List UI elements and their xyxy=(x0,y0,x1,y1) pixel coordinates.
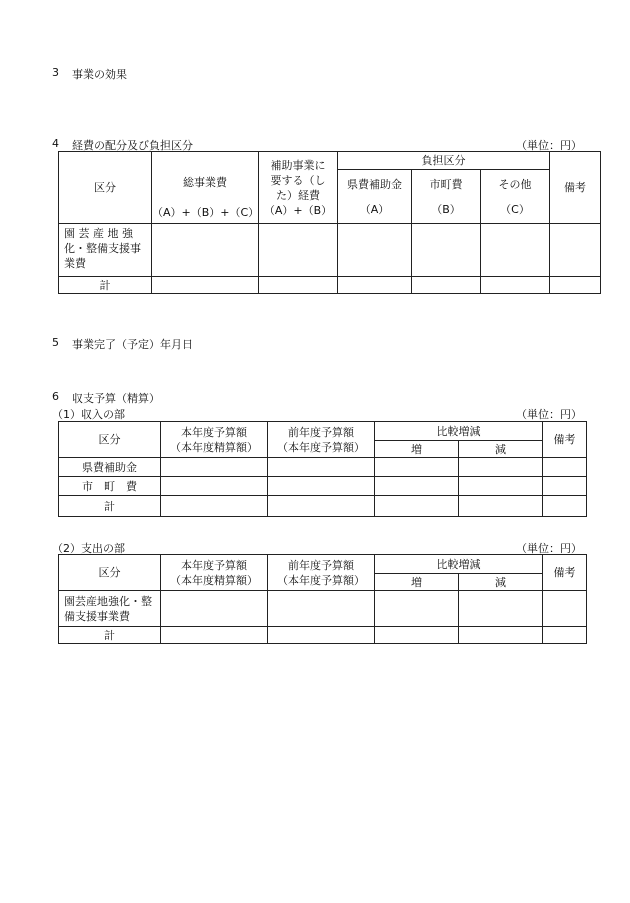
income-header-previous-line2: （本年度予算額） xyxy=(277,440,365,454)
expense-cell[interactable] xyxy=(268,627,375,644)
header-subsidy-line2: 要する（し xyxy=(270,173,326,187)
income-header-decrease: 減 xyxy=(459,441,543,458)
income-header-kubun: 区分 xyxy=(59,422,161,458)
cell-total-cost[interactable] xyxy=(152,224,259,277)
section-3-title: 事業の効果 xyxy=(72,68,127,81)
income-cell[interactable] xyxy=(161,477,268,496)
income-header-compare: 比較増減 xyxy=(375,422,543,441)
cell-total-municipal[interactable] xyxy=(412,277,481,294)
expense-cell[interactable] xyxy=(375,627,459,644)
expense-unit: （単位：円） xyxy=(516,542,582,555)
header-kubun: 区分 xyxy=(59,152,152,224)
expense-header-current xyxy=(161,555,268,591)
income-total-label: 計 xyxy=(59,496,161,517)
income-cell[interactable] xyxy=(161,458,268,477)
income-row-prefectural: 県費補助金 xyxy=(59,458,161,477)
income-cell[interactable] xyxy=(459,477,543,496)
section-4-number: 4 xyxy=(52,137,59,150)
cell-prefectural[interactable] xyxy=(338,224,412,277)
header-other-code: （C） xyxy=(500,202,530,216)
expense-cell[interactable] xyxy=(375,591,459,627)
income-cell[interactable] xyxy=(161,496,268,517)
expense-header-biko: 備考 xyxy=(543,555,587,591)
expense-header-previous xyxy=(268,555,375,591)
expense-header-decrease: 減 xyxy=(459,574,543,591)
expense-row-line1: 園芸産地強化・整 xyxy=(64,594,152,608)
header-municipal-code: （B） xyxy=(431,202,461,216)
income-header-current-line2: （本年度精算額） xyxy=(170,440,258,454)
income-cell[interactable] xyxy=(268,496,375,517)
income-cell[interactable] xyxy=(543,458,587,477)
cell-total-subsidy[interactable] xyxy=(259,277,338,294)
row-label-line2: 化・整備支援事 xyxy=(64,242,141,255)
expense-allocation-table xyxy=(58,151,601,294)
expense-cell[interactable] xyxy=(161,591,268,627)
income-cell[interactable] xyxy=(543,477,587,496)
expense-header-previous-line2: （本年度予算額） xyxy=(277,573,365,587)
expense-header-kubun: 区分 xyxy=(59,555,161,591)
expense-cell[interactable] xyxy=(543,627,587,644)
section-4-unit: （単位：円） xyxy=(516,139,582,152)
cell-total-total[interactable] xyxy=(152,277,259,294)
header-total-cost xyxy=(152,152,259,224)
expense-table xyxy=(58,554,587,644)
expense-header-current-line2: （本年度精算額） xyxy=(170,573,258,587)
income-header-previous xyxy=(268,422,375,458)
expense-row-line2: 備支援事業費 xyxy=(64,609,130,623)
header-burden: 負担区分 xyxy=(338,152,550,170)
income-header-current-line1: 本年度予算額 xyxy=(181,425,247,439)
row-label-project xyxy=(59,224,152,277)
income-cell[interactable] xyxy=(459,496,543,517)
income-cell[interactable] xyxy=(375,496,459,517)
income-header-current xyxy=(161,422,268,458)
income-cell[interactable] xyxy=(268,477,375,496)
income-cell[interactable] xyxy=(543,496,587,517)
header-municipal xyxy=(412,170,481,224)
expense-header-compare: 比較増減 xyxy=(375,555,543,574)
header-prefectural xyxy=(338,170,412,224)
header-other-label: その他 xyxy=(498,177,532,191)
header-prefectural-code: （A） xyxy=(359,202,390,216)
expense-row-project xyxy=(59,591,161,627)
income-unit: （単位：円） xyxy=(516,408,582,421)
income-cell[interactable] xyxy=(375,458,459,477)
header-biko: 備考 xyxy=(550,152,601,224)
section-5-title: 事業完了（予定）年月日 xyxy=(72,338,193,351)
expense-cell[interactable] xyxy=(268,591,375,627)
expense-header-previous-line1: 前年度予算額 xyxy=(288,558,354,572)
section-4-title: 経費の配分及び負担区分 xyxy=(72,139,193,152)
section-6-title: 収支予算（精算） xyxy=(72,392,160,405)
income-subtitle: （1）収入の部 xyxy=(52,408,125,421)
header-other xyxy=(481,170,550,224)
header-total-formula: （A）+（B）+（C） xyxy=(152,206,260,219)
header-subsidy-line1: 補助事業に xyxy=(270,158,326,172)
income-cell[interactable] xyxy=(268,458,375,477)
header-subsidy-formula: （A）+（B） xyxy=(263,203,333,217)
section-3-number: 3 xyxy=(52,66,59,79)
header-municipal-label: 市町費 xyxy=(429,177,463,191)
row-label-line3: 業費 xyxy=(64,257,86,270)
header-subsidy-line3: た）経費 xyxy=(276,188,320,202)
income-header-increase: 増 xyxy=(375,441,459,458)
income-table xyxy=(58,421,587,517)
income-cell[interactable] xyxy=(459,458,543,477)
expense-cell[interactable] xyxy=(543,591,587,627)
income-header-biko: 備考 xyxy=(543,422,587,458)
cell-total-prefectural[interactable] xyxy=(338,277,412,294)
income-header-previous-line1: 前年度予算額 xyxy=(288,425,354,439)
expense-header-current-line1: 本年度予算額 xyxy=(181,558,247,572)
cell-subsidy-cost[interactable] xyxy=(259,224,338,277)
expense-cell[interactable] xyxy=(161,627,268,644)
expense-cell[interactable] xyxy=(459,591,543,627)
cell-total-biko[interactable] xyxy=(550,277,601,294)
cell-biko[interactable] xyxy=(550,224,601,277)
section-5-number: 5 xyxy=(52,336,59,349)
cell-other[interactable] xyxy=(481,224,550,277)
header-prefectural-label: 県費補助金 xyxy=(347,177,402,191)
expense-total-label: 計 xyxy=(59,627,161,644)
income-cell[interactable] xyxy=(375,477,459,496)
section-6-number: 6 xyxy=(52,390,59,403)
header-subsidy-cost xyxy=(259,152,338,224)
expense-subtitle: （2）支出の部 xyxy=(52,542,125,555)
row-label-line1: 園 芸 産 地 強 xyxy=(64,227,133,240)
total-label: 計 xyxy=(59,277,152,294)
cell-municipal[interactable] xyxy=(412,224,481,277)
expense-cell[interactable] xyxy=(459,627,543,644)
cell-total-other[interactable] xyxy=(481,277,550,294)
income-row-municipal: 市 町 費 xyxy=(59,477,161,496)
expense-header-increase: 増 xyxy=(375,574,459,591)
header-total-label: 総事業費 xyxy=(183,176,227,189)
